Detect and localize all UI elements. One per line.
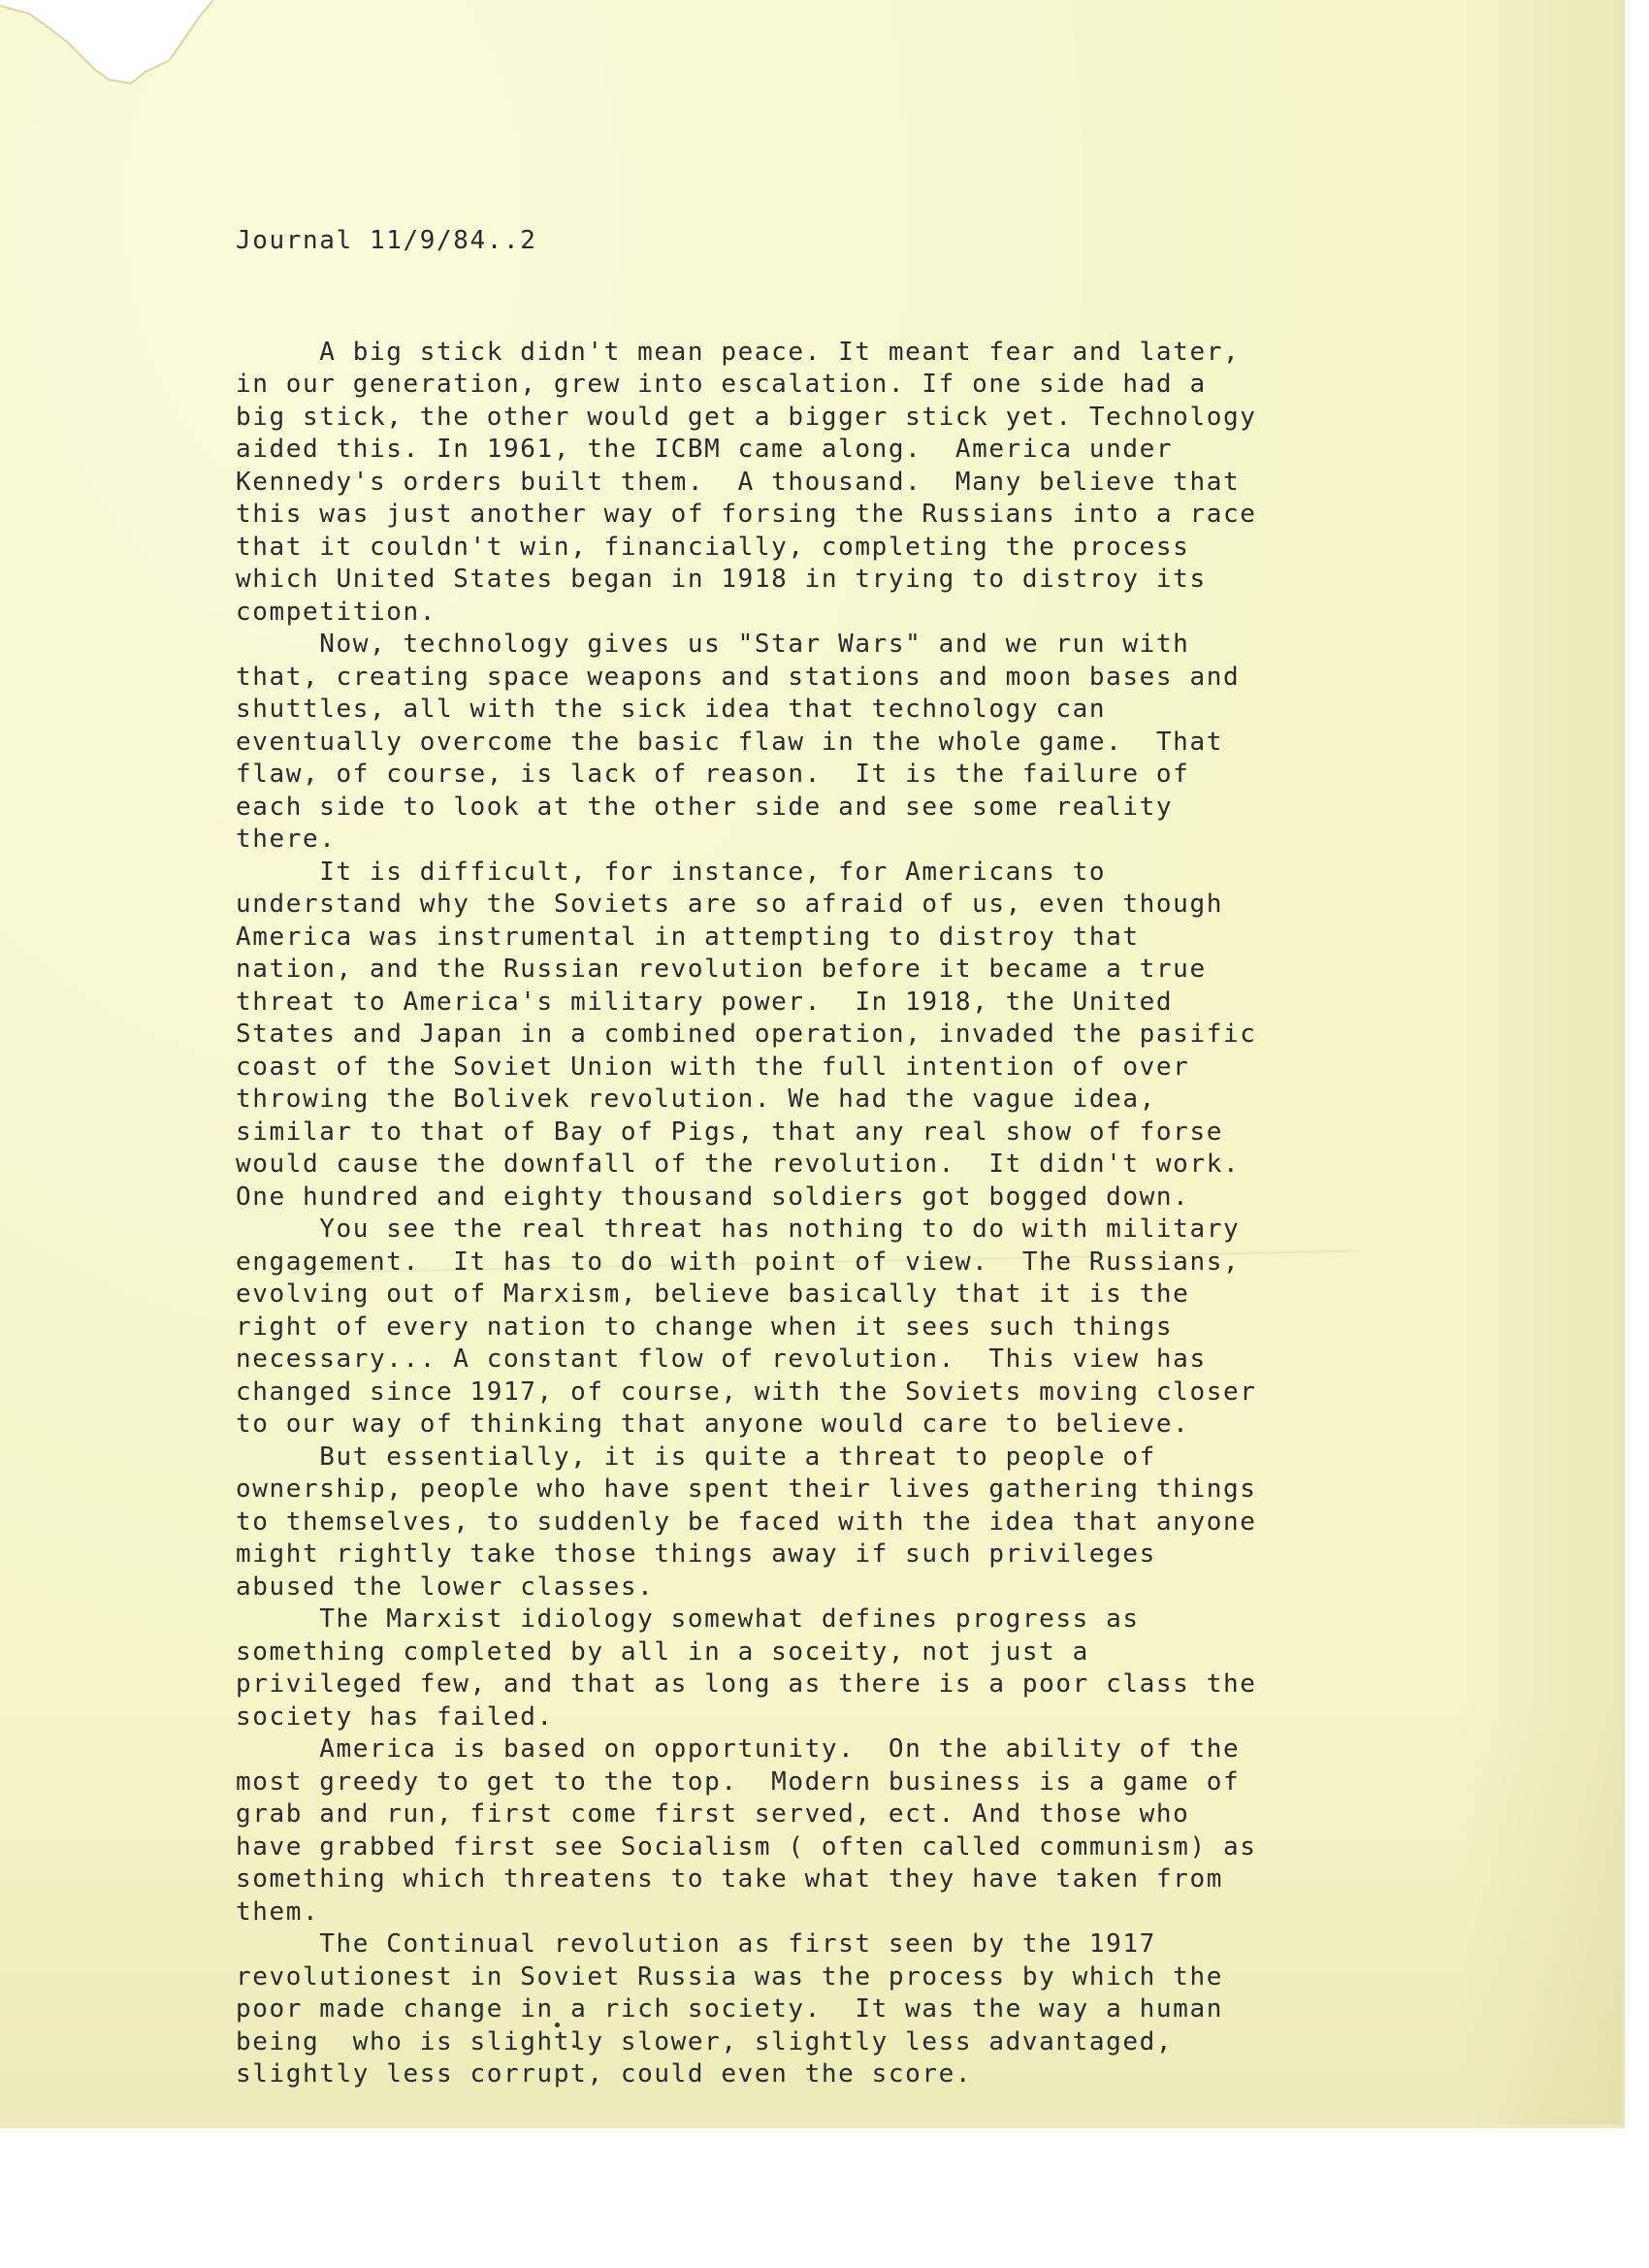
- text-line: have grabbed first see Socialism ( often called communism) as: [236, 1831, 1257, 1862]
- text-line: throwing the Bolivek revolution. We had the vague idea,: [236, 1085, 1156, 1114]
- text-line: poor made change in a rich society. It was the way a human: [236, 1994, 1223, 2024]
- text-line: engagement. It has to do with point of view. The Russians,: [236, 1247, 1241, 1277]
- text-line: changed since 1917, of course, with the Soviets moving closer: [236, 1377, 1257, 1407]
- text-line: coast of the Soviet Union with the full intention of over: [236, 1052, 1190, 1082]
- journal-body: [236, 337, 1439, 2091]
- text-line: something completed by all in a soceity, not just a: [236, 1636, 1089, 1667]
- text-line: privileged few, and that as long as there is a poor class the: [236, 1669, 1257, 1699]
- text-line: One hundred and eighty thousand soldiers got bogged down.: [236, 1182, 1190, 1212]
- text-line: that, creating space weapons and stations and moon bases and: [236, 662, 1241, 692]
- text-line: America was instrumental in attempting to distroy that: [236, 922, 1140, 952]
- text-line: America is based on opportunity. On the ability of the: [236, 1734, 1241, 1764]
- text-line: this was just another way of forsing the Russians into a race: [236, 500, 1257, 529]
- text-line: You see the real threat has nothing to do with military: [236, 1215, 1241, 1244]
- text-line: nation, and the Russian revolution before it became a true: [236, 955, 1207, 984]
- text-line: abused the lower classes.: [236, 1571, 655, 1602]
- text-line: evolving out of Marxism, believe basically that it is the: [236, 1280, 1190, 1309]
- text-line: might rightly take those things away if such privileges: [236, 1539, 1156, 1569]
- text-line: to our way of thinking that anyone would care to believe.: [236, 1409, 1190, 1439]
- text-line: aided this. In 1961, the ICBM came along. America under: [236, 435, 1174, 464]
- text-line: The Marxist idiology somewhat defines progress as: [236, 1604, 1140, 1634]
- text-line: States and Japan in a combined operation, invaded the pasific: [236, 1020, 1257, 1049]
- text-line: Kennedy's orders built them. A thousand. Many believe that: [236, 467, 1241, 497]
- text-line: each side to look at the other side and see some reality: [236, 792, 1174, 822]
- text-line: understand why the Soviets are so afraid of us, even though: [236, 890, 1223, 919]
- text-line: But essentially, it is quite a threat to people of: [236, 1442, 1156, 1472]
- text-line: Now, technology gives us "Star Wars" and we run with: [236, 630, 1190, 659]
- text-line: necessary... A constant flow of revolution. This view has: [236, 1345, 1207, 1374]
- text-line: that it couldn't win, financially, completing the process: [236, 532, 1190, 562]
- text-line: flaw, of course, is lack of reason. It is the failure of: [236, 760, 1190, 789]
- text-line: threat to America's military power. In 1918, the United: [236, 987, 1174, 1017]
- text-line: A big stick didn't mean peace. It meant fear and later,: [236, 337, 1241, 367]
- text-line: which United States began in 1918 in trying to distroy its: [236, 565, 1207, 594]
- text-line: slightly less corrupt, could even the score.: [236, 2059, 973, 2089]
- text-line: ownership, people who have spent their lives gathering things: [236, 1474, 1257, 1504]
- text-line: similar to that of Bay of Pigs, that any real show of forse: [236, 1117, 1223, 1147]
- text-line: something which threatens to take what they have taken from: [236, 1864, 1223, 1894]
- text-line: revolutionest in Soviet Russia was the process by which the: [236, 1961, 1223, 1992]
- text-line: shuttles, all with the sick idea that technology can: [236, 695, 1107, 724]
- text-line: there.: [236, 825, 337, 854]
- text-line: society has failed.: [236, 1701, 554, 1732]
- text-line: competition.: [236, 597, 437, 627]
- typed-journal-text: [236, 160, 1439, 2123]
- text-line: them.: [236, 1896, 320, 1927]
- text-line: grab and run, first come first served, ect. And those who: [236, 1799, 1190, 1829]
- text-line: It is difficult, for instance, for Americans to: [236, 857, 1107, 887]
- journal-heading: Journal 11/9/84..2: [236, 226, 537, 255]
- text-line: in our generation, grew into escalation. If one side had a: [236, 370, 1207, 399]
- text-line: The Continual revolution as first seen by the 1917: [236, 1929, 1156, 1959]
- text-line: would cause the downfall of the revolution. It didn't work.: [236, 1150, 1241, 1179]
- torn-corner: [0, 0, 213, 92]
- text-line: most greedy to get to the top. Modern business is a game of: [236, 1766, 1241, 1797]
- text-line: to themselves, to suddenly be faced with the idea that anyone: [236, 1507, 1257, 1537]
- text-line: big stick, the other would get a bigger stick yet. Technology: [236, 402, 1257, 432]
- text-line: being who is slightly slower, slightly less advantaged,: [236, 2026, 1174, 2057]
- text-line: eventually overcome the basic flaw in the whole game. That: [236, 727, 1223, 757]
- text-line: right of every nation to change when it sees such things: [236, 1312, 1174, 1342]
